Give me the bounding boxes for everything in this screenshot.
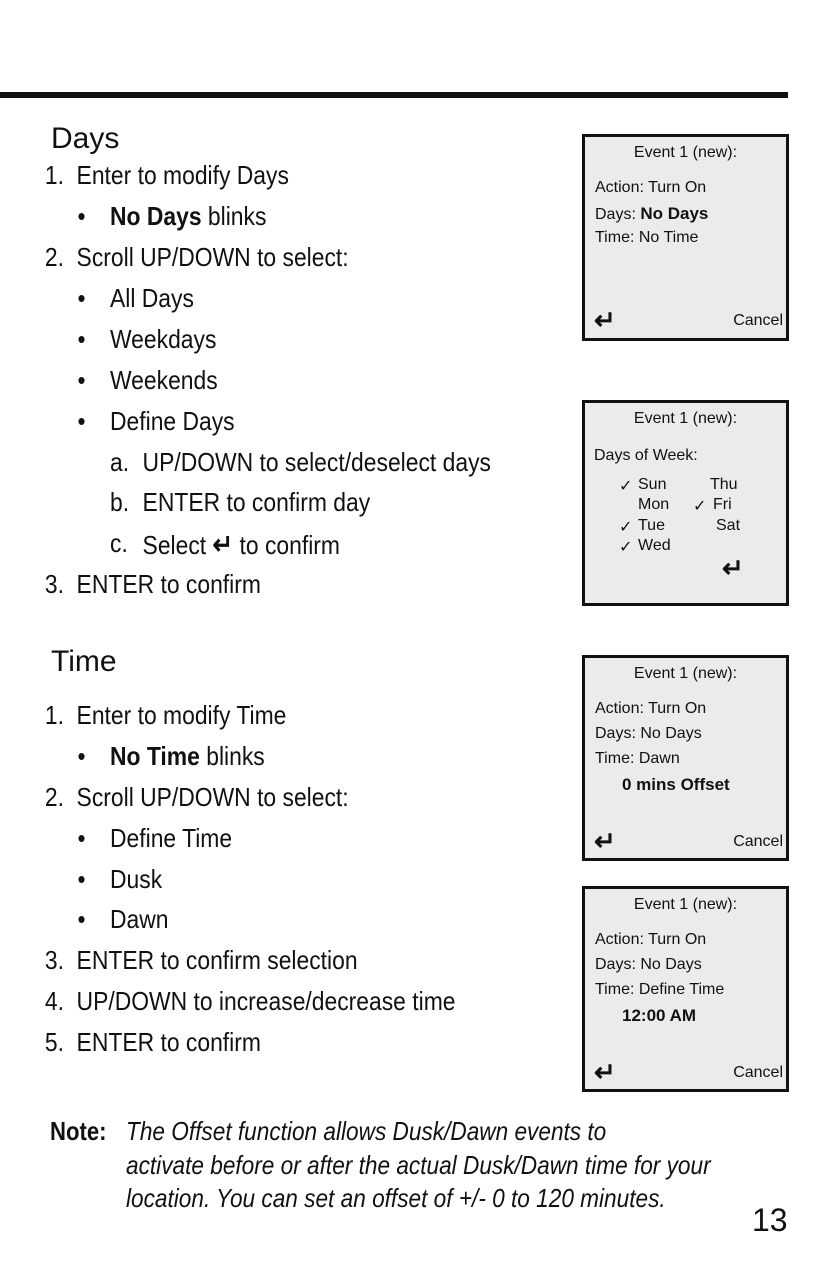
lcd-screen-days-of-week <box>582 400 789 606</box>
lcd-title: Event 1 (new): <box>633 665 738 682</box>
lcd-screen-days <box>582 134 789 341</box>
lcd-cancel: Cancel <box>733 1064 783 1081</box>
day-fri: Fri <box>713 496 732 513</box>
bullet-icon: • <box>77 406 86 436</box>
day-sun: Sun <box>638 476 667 493</box>
bullet-icon: • <box>77 741 86 771</box>
lcd-days: Days: No Days <box>595 204 709 223</box>
check-icon: ✓ <box>693 498 707 515</box>
check-icon: ✓ <box>619 478 633 495</box>
check-icon: ✓ <box>619 539 633 556</box>
note-line-2: activate before or after the actual Dusk/Dawn time for your <box>126 1150 711 1180</box>
day-wed: Wed <box>638 537 671 554</box>
header-rule <box>0 92 788 98</box>
note-line-3: location. You can set an offset of +/- 0 to 120 minutes. <box>126 1183 666 1213</box>
day-mon: Mon <box>638 496 670 513</box>
lcd-days-of-week-label: Days of Week: <box>594 447 698 464</box>
lcd-action: Action: Turn On <box>595 700 707 717</box>
lcd-time: Time: Define Time <box>595 981 725 998</box>
lcd-cancel: Cancel <box>733 312 783 329</box>
bullet-icon: • <box>77 365 86 395</box>
bullet-icon: • <box>77 904 86 934</box>
days-heading: Days <box>51 122 120 155</box>
lcd-days: Days: No Days <box>595 956 702 973</box>
lcd-time: Time: No Time <box>595 229 699 246</box>
enter-icon: ↵ <box>212 529 234 560</box>
bullet-icon: • <box>77 201 86 231</box>
lcd-screen-define-time <box>582 886 789 1092</box>
lcd-screen-time-dawn <box>582 655 789 861</box>
lcd-offset: 0 mins Offset <box>622 775 730 794</box>
lcd-title: Event 1 (new): <box>633 410 738 427</box>
lcd-clock: 12:00 AM <box>622 1006 697 1025</box>
lcd-title: Event 1 (new): <box>633 896 738 913</box>
enter-icon: ↵ <box>594 305 616 335</box>
day-thu: Thu <box>710 476 738 493</box>
enter-icon: ↵ <box>722 553 744 583</box>
note-line-1: The Offset function allows Dusk/Dawn events to <box>126 1116 607 1146</box>
lcd-action: Action: Turn On <box>595 931 707 948</box>
bullet-icon: • <box>77 324 86 354</box>
bullet-icon: • <box>77 864 86 894</box>
bullet-icon: • <box>77 823 86 853</box>
lcd-action: Action: Turn On <box>595 179 707 196</box>
page-number: 13 <box>752 1202 788 1238</box>
lcd-time: Time: Dawn <box>595 750 680 767</box>
lcd-days: Days: No Days <box>595 725 702 742</box>
enter-icon: ↵ <box>594 1057 616 1087</box>
day-sat: Sat <box>716 517 741 534</box>
day-tue: Tue <box>638 517 665 534</box>
note-label: Note: <box>50 1116 107 1146</box>
lcd-cancel: Cancel <box>733 833 783 850</box>
lcd-title: Event 1 (new): <box>633 144 738 161</box>
enter-icon: ↵ <box>594 826 616 856</box>
check-icon: ✓ <box>619 519 633 536</box>
time-heading: Time <box>51 645 117 678</box>
bullet-icon: • <box>77 283 86 313</box>
